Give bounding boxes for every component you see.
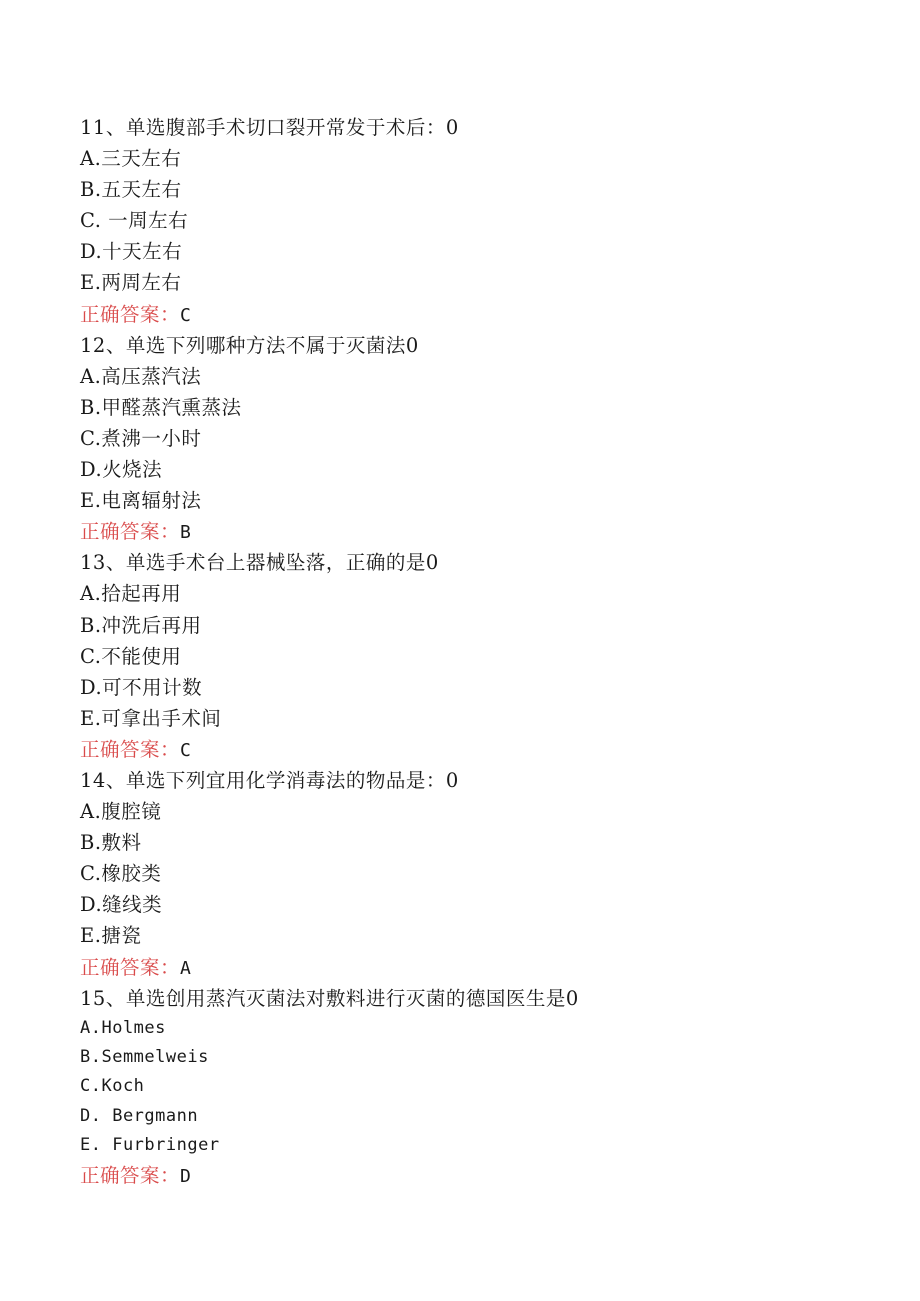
option-e: E.搪瓷 — [80, 924, 142, 948]
option-c: C. 一周左右 — [80, 209, 189, 233]
answer-label: 正确答案： — [80, 302, 181, 326]
answer-label: 正确答案： — [80, 520, 181, 544]
option-b: B.敷料 — [80, 831, 142, 855]
question-stem: 13、单选手术台上器械坠落，正确的是0 — [80, 551, 439, 575]
option-b: B.Semmelweis — [80, 1047, 209, 1068]
question-15 — [80, 983, 880, 1192]
question-12 — [80, 330, 880, 548]
option-b: B.甲醛蒸汽熏蒸法 — [80, 395, 242, 419]
option-a: A.三天左右 — [80, 147, 182, 171]
answer-label: 正确答案： — [80, 1164, 181, 1188]
correct-answer — [80, 734, 880, 765]
question-stem: 12、单选下列哪种方法不属于灭菌法0 — [80, 333, 419, 357]
option-a: A.Holmes — [80, 1017, 166, 1038]
question-13 — [80, 547, 880, 765]
option-c: C.不能使用 — [80, 644, 182, 668]
answer-value: C — [180, 739, 192, 761]
option-e: E.电离辐射法 — [80, 489, 202, 513]
answer-label: 正确答案： — [80, 955, 181, 979]
question-stem: 15、单选创用蒸汽灭菌法对敷料进行灭菌的德国医生是0 — [80, 986, 579, 1010]
option-d: D.缝线类 — [80, 893, 163, 917]
answer-value: A — [180, 957, 192, 979]
option-d: D.可不用计数 — [80, 675, 203, 699]
answer-label: 正确答案： — [80, 737, 181, 761]
option-a: A.腹腔镜 — [80, 800, 162, 824]
exam-document — [80, 112, 880, 1191]
option-a: A.高压蒸汽法 — [80, 364, 202, 388]
option-e: E. Furbringer — [80, 1134, 220, 1155]
option-c: C.橡胶类 — [80, 862, 162, 886]
correct-answer — [80, 516, 880, 547]
question-11 — [80, 112, 880, 330]
option-e: E.可拿出手术间 — [80, 706, 222, 730]
option-b: B.五天左右 — [80, 178, 182, 202]
option-d: D.十天左右 — [80, 240, 183, 264]
question-14 — [80, 765, 880, 983]
correct-answer — [80, 952, 880, 983]
question-stem: 14、单选下列宜用化学消毒法的物品是：0 — [80, 768, 459, 792]
correct-answer — [80, 299, 880, 330]
option-a: A.拾起再用 — [80, 582, 182, 606]
option-e: E.两周左右 — [80, 271, 182, 295]
answer-value: C — [180, 304, 192, 326]
answer-value: B — [180, 522, 192, 544]
answer-value: D — [180, 1166, 192, 1188]
option-d: D.火烧法 — [80, 458, 163, 482]
option-b: B.冲洗后再用 — [80, 613, 202, 637]
option-d: D. Bergmann — [80, 1105, 199, 1126]
question-stem: 11、单选腹部手术切口裂开常发于术后：0 — [80, 116, 459, 139]
option-c: C.煮沸一小时 — [80, 426, 202, 450]
option-c: C.Koch — [80, 1076, 145, 1097]
correct-answer — [80, 1160, 880, 1191]
